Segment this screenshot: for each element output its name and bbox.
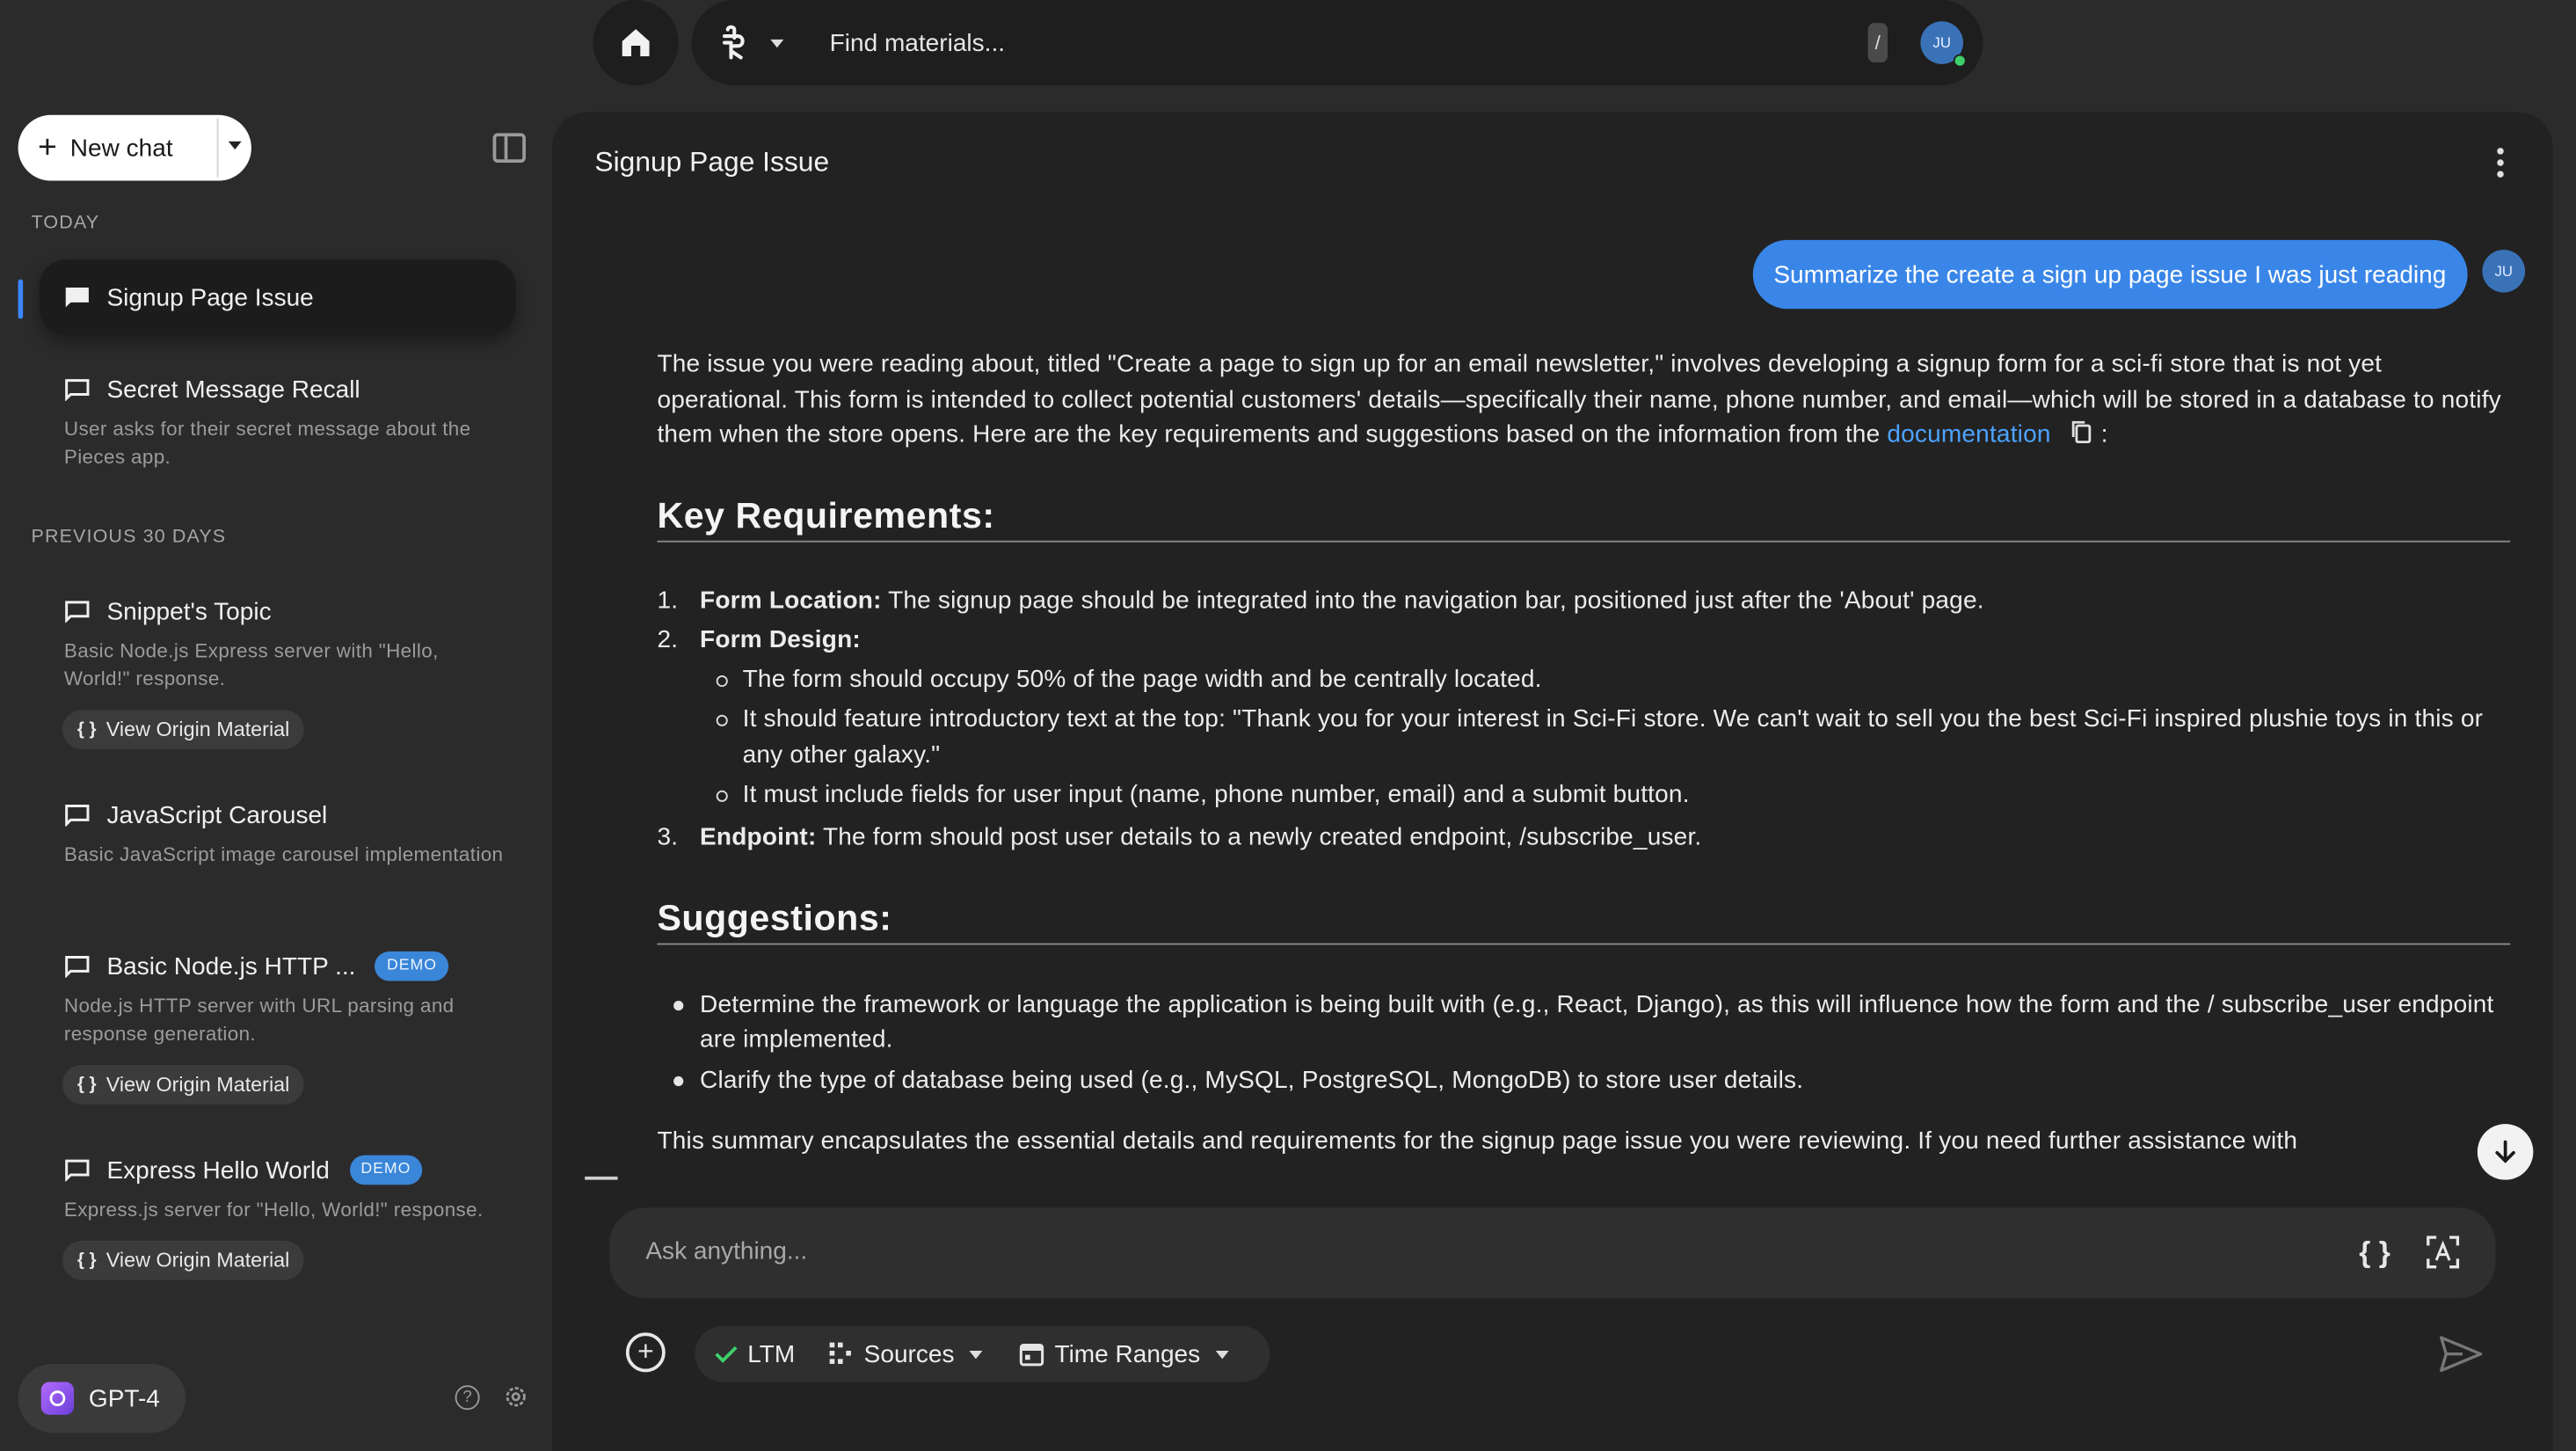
chat-item-description: Node.js HTTP server with URL parsing and response generation. — [63, 994, 455, 1046]
home-icon — [618, 25, 654, 61]
user-avatar: JU — [2482, 250, 2525, 293]
code-icon: { } — [76, 1075, 97, 1095]
section-previous-30-days: PREVIOUS 30 DAYS — [31, 527, 227, 548]
code-braces-icon[interactable]: { } — [2359, 1236, 2390, 1269]
chat-input[interactable] — [609, 1207, 2495, 1298]
list-number: 3. — [657, 822, 679, 851]
demo-badge: DEMO — [349, 1156, 422, 1185]
user-message: Summarize the create a sign up page issue I was just reading — [1752, 240, 2468, 309]
plus-icon: + — [637, 1336, 654, 1367]
code-icon: { } — [76, 1250, 97, 1271]
chat-item-description: Basic Node.js Express server with "Hello, World!" response. — [63, 638, 439, 690]
view-origin-material-button[interactable] — [62, 710, 304, 749]
sidebar-toggle-icon[interactable] — [493, 133, 526, 163]
sources-label: Sources — [863, 1339, 955, 1368]
chat-bubble-icon — [64, 804, 91, 827]
list-number: 2. — [657, 625, 679, 653]
requirement-item — [657, 622, 2510, 813]
suggestions-list — [657, 987, 2510, 1097]
gear-icon[interactable] — [503, 1383, 529, 1410]
new-chat-label: New chat — [69, 134, 173, 163]
response-intro — [657, 346, 2510, 453]
chevron-down-icon[interactable] — [229, 142, 242, 149]
demo-badge: DEMO — [375, 952, 448, 981]
chevron-down-icon — [969, 1350, 982, 1358]
chevron-down-icon — [770, 39, 783, 47]
time-ranges-label: Time Ranges — [1054, 1339, 1201, 1368]
chevron-down-icon — [1215, 1350, 1228, 1358]
chat-item-title: Secret Message Recall — [106, 375, 360, 404]
chat-item-description: User asks for their secret message about the Pieces app. — [63, 417, 471, 469]
avatar-initials: JU — [1932, 34, 1951, 51]
text-scan-icon[interactable] — [2427, 1236, 2459, 1268]
suggestion-item: Determine the framework or language the application is being built with (e.g., React, Django), as this will influence how the form and the / subscribe_user endpoint are implemented. — [657, 987, 2510, 1055]
intro-text: The issue you were reading about, titled "Create a page to sign up for an email newsletter," involves developing a signup form for a sci-fi store that is not yet operational. This form is intended to collect potential customers' details—specifically their name, phone number, and email—which will be stored in a database to notify them when the store opens. Here are the key requirements and suggestions based on the information from the — [657, 350, 2501, 449]
design-points-list — [700, 661, 2510, 813]
divider — [217, 119, 219, 178]
chat-item-signup-page-issue[interactable] — [40, 281, 516, 314]
design-point: The form should occupy 50% of the page width and be centrally located. — [700, 661, 2510, 697]
chat-item-snippets-topic[interactable] — [40, 594, 516, 749]
shortcut-key: / — [1868, 23, 1888, 62]
chat-bubble-icon — [64, 600, 91, 623]
chat-panel — [552, 112, 2553, 1451]
user-avatar[interactable] — [1920, 21, 1963, 64]
context-toolbar — [695, 1326, 1270, 1382]
view-origin-label: View Origin Material — [106, 1249, 290, 1272]
new-chat-button[interactable] — [18, 115, 251, 181]
response-closing: This summary encapsulates the essential details and requirements for the signup page issue you were reviewing. If you need further assistance with — [657, 1126, 2298, 1155]
chat-bubble-icon — [64, 378, 91, 401]
intro-end: : — [2100, 420, 2108, 449]
section-today: TODAY — [31, 213, 100, 234]
requirements-list — [657, 582, 2510, 855]
pieces-logo-icon — [715, 23, 754, 62]
assistant-response — [657, 346, 2510, 1159]
scroll-down-button[interactable] — [2478, 1124, 2534, 1180]
openai-icon — [41, 1382, 74, 1414]
search-input[interactable]: Find materials... — [829, 28, 1006, 57]
heading-suggestions: Suggestions: — [657, 900, 2510, 944]
view-origin-material-button[interactable] — [62, 1065, 304, 1105]
view-origin-label: View Origin Material — [106, 1073, 290, 1097]
more-options-icon[interactable] — [2497, 148, 2503, 178]
chat-bubble-icon — [64, 955, 91, 978]
chat-item-title: Basic Node.js HTTP ... — [106, 952, 356, 981]
requirement-text: The form should post user details to a newly created endpoint, /subscribe_user. — [816, 822, 1702, 851]
chat-item-secret-message-recall[interactable] — [40, 373, 516, 471]
check-icon — [715, 1345, 738, 1364]
ltm-toggle[interactable] — [715, 1340, 795, 1368]
plus-icon: + — [37, 129, 57, 166]
home-button[interactable] — [593, 0, 679, 85]
view-origin-label: View Origin Material — [106, 718, 290, 741]
requirement-label: Endpoint: — [700, 822, 817, 851]
code-icon: { } — [76, 719, 97, 740]
list-number: 1. — [657, 586, 679, 614]
chat-title: Signup Page Issue — [594, 146, 830, 178]
model-name: GPT-4 — [88, 1384, 160, 1413]
requirement-label: Form Design: — [700, 625, 861, 653]
chat-input-placeholder: Ask anything... — [645, 1237, 808, 1265]
design-point: It must include fields for user input (name, phone number, email) and a submit button. — [700, 777, 2510, 813]
chat-item-title: Express Hello World — [106, 1156, 330, 1185]
view-origin-material-button[interactable] — [62, 1241, 304, 1280]
design-point: It should feature introductory text at the top: "Thank you for your interest in Sci-Fi store. We can't wait to sell you the best Sci-Fi inspired plushie toys in this or any other galaxy." — [700, 701, 2510, 773]
add-context-button[interactable] — [626, 1332, 666, 1372]
ltm-label: LTM — [747, 1339, 796, 1368]
chat-item-express-hello-world[interactable] — [40, 1154, 516, 1280]
search-bar[interactable] — [692, 0, 1983, 85]
chat-item-description: Basic JavaScript image carousel implementation — [63, 842, 504, 866]
brand-menu[interactable] — [715, 23, 783, 62]
chat-item-title: Signup Page Issue — [106, 283, 314, 312]
suggestion-item: Clarify the type of database being used (e.g., MySQL, PostgreSQL, MongoDB) to store user details. — [657, 1062, 2510, 1097]
requirement-item — [657, 819, 2510, 855]
chat-item-description: Express.js server for "Hello, World!" response. — [63, 1198, 484, 1221]
sources-dropdown[interactable] — [828, 1340, 983, 1368]
online-status-dot — [1954, 55, 1967, 68]
model-selector[interactable] — [18, 1364, 186, 1433]
chat-bubble-icon — [64, 286, 91, 309]
chat-item-title: Snippet's Topic — [106, 597, 272, 626]
time-ranges-dropdown[interactable] — [1018, 1340, 1228, 1368]
requirement-item — [657, 582, 2510, 618]
active-indicator — [18, 280, 24, 319]
chat-item-basic-nodejs-http[interactable] — [40, 950, 516, 1105]
chat-item-title: JavaScript Carousel — [106, 800, 328, 829]
documentation-link[interactable]: documentation — [1887, 420, 2051, 449]
chat-item-javascript-carousel[interactable] — [40, 798, 516, 869]
send-icon[interactable] — [2440, 1336, 2483, 1372]
help-icon[interactable]: ? — [455, 1385, 480, 1410]
requirement-text: The signup page should be integrated into the navigation bar, positioned just after the 'About' page. — [881, 586, 1984, 614]
requirement-label: Form Location: — [700, 586, 882, 614]
divider — [585, 1177, 617, 1180]
calendar-icon — [1018, 1341, 1044, 1367]
copy-icon[interactable] — [2068, 419, 2094, 445]
chat-bubble-icon — [64, 1158, 91, 1181]
sources-icon — [828, 1341, 855, 1367]
arrow-down-icon — [2492, 1139, 2519, 1165]
heading-key-requirements: Key Requirements: — [657, 497, 2510, 541]
